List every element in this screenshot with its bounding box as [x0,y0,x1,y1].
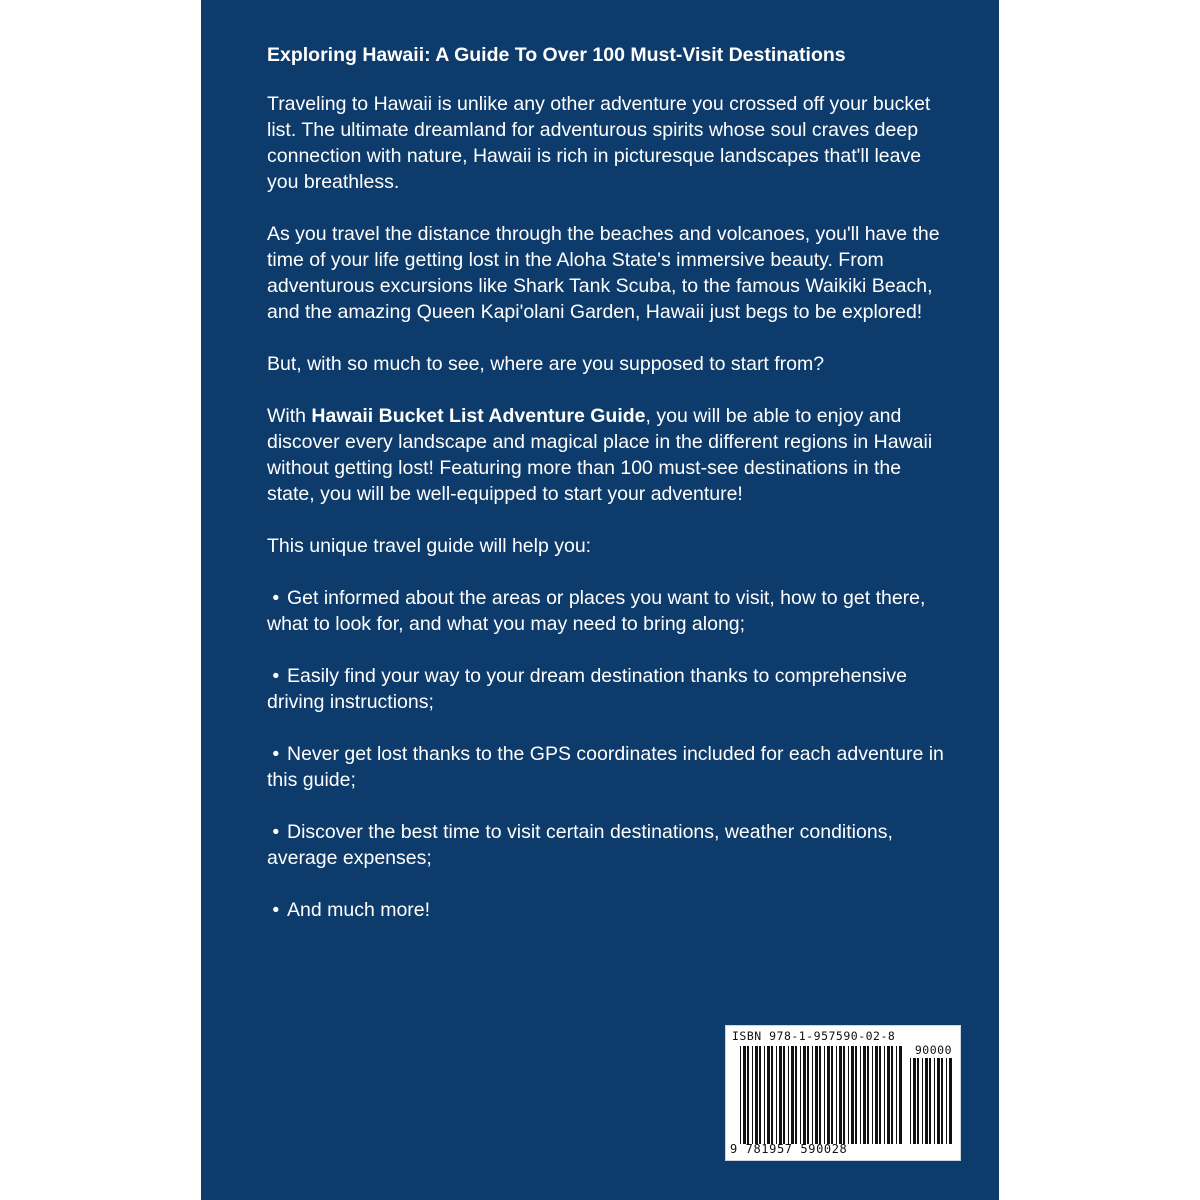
barcode-bar [917,1058,919,1144]
barcode-bar [875,1046,878,1144]
barcode-bar [836,1046,837,1144]
barcode-bar [899,1046,902,1144]
barcode-label [725,1025,961,1161]
price-addon: 90000 [914,1043,952,1057]
barcode-bar [795,1046,797,1144]
list-item: • Never get lost thanks to the GPS coordinates included for each adventure in this guide; [267,743,944,791]
barcode-bar [872,1046,873,1144]
barcode-bar [791,1046,794,1144]
barcode-bar [867,1046,869,1144]
barcode-bar [879,1046,881,1144]
barcode-bar [925,1058,928,1144]
barcode-bar [937,1058,940,1144]
barcode-bar [767,1046,770,1144]
barcode-bar [783,1046,785,1144]
barcode-bar [891,1046,893,1144]
bullet-icon: • [267,821,280,843]
barcode-bar [929,1058,931,1144]
barcode-bar [788,1046,789,1144]
barcode-bar [887,1046,890,1144]
barcode-bar [764,1046,765,1144]
barcode-bar [855,1046,857,1144]
barcode-bar [848,1046,849,1144]
barcode-bar [743,1046,746,1144]
barcode-bar [896,1046,897,1144]
guide-rest: , you will be able to enjoy and discover every landscape and magical place in the different regions in Hawaii without getting lost! Featuring more than 100 must-see destinations in the state, you will be well-equipped to start your adventure! [267,405,933,505]
beauty-paragraph: As you travel the distance through the beaches and volcanoes, you'll have the time of your life getting lost in the Aloha State's immersive beauty. From adventurous excursions like Shark Tank Scuba, to the famous Waikiki Beach, and the amazing Queen Kapi'olani Garden, Hawaii just begs to be explored! [267,223,940,323]
list-item: • And much more! [267,899,431,921]
barcode-bar [839,1046,842,1144]
barcode-bar [807,1046,809,1144]
barcode-bar [941,1058,943,1144]
barcode-bar [800,1046,801,1144]
list-item: • Easily find your way to your dream destination thanks to comprehensive driving instructions; [267,665,907,713]
list-item: • Get informed about the areas or places you want to visit, how to get there, what to look for, and what you may need to bring along; [267,587,926,635]
barcode-bar [910,1058,911,1144]
barcode-bar [771,1046,773,1144]
barcode-bar [815,1046,818,1144]
barcode-bar [779,1046,782,1144]
book-back-cover [201,0,999,1200]
barcode-bar [803,1046,806,1144]
barcode-bar [913,1058,916,1144]
guide-book-name: Hawaii Bucket List Adventure Guide [311,405,646,427]
barcode-bar [860,1046,861,1144]
barcode-bar [755,1046,758,1144]
guide-lead: With [267,405,312,427]
barcode-bar [819,1046,821,1144]
bullet-icon: • [267,665,280,687]
barcode-bar [946,1058,947,1144]
benefit-list [267,585,947,923]
bullet-icon: • [267,587,280,609]
barcode-bar [831,1046,833,1144]
guide-paragraph [267,403,947,507]
barcode-bar [747,1046,749,1144]
barcode-bar [759,1046,761,1144]
barcode-bar [752,1046,753,1144]
bullet-icon: • [267,743,280,765]
barcode-bar [812,1046,813,1144]
bullet-icon: • [267,899,280,921]
barcode-bar [740,1046,741,1144]
help-paragraph: This unique travel guide will help you: [267,535,592,557]
ean-number: 9 781957 590028 [730,1142,848,1156]
intro-paragraph: Traveling to Hawaii is unlike any other adventure you crossed off your bucket list. The ultimate dreamland for adventurous spirits whose soul craves deep connection with nature, Hawaii is rich in picturesque landscapes that'll leave you breathless. [267,93,931,193]
barcode-bar [949,1058,952,1144]
list-item: • Discover the best time to visit certain destinations, weather conditions, average expenses; [267,821,893,869]
barcode-bar [922,1058,923,1144]
barcode-bar [934,1058,935,1144]
barcode-bar [843,1046,845,1144]
cover-title: Exploring Hawaii: A Guide To Over 100 Must-Visit Destinations [267,44,846,66]
blurb-text [267,42,947,949]
barcode-bar [851,1046,854,1144]
barcode-bar [827,1046,830,1144]
barcode-bar [776,1046,777,1144]
question-paragraph: But, with so much to see, where are you supposed to start from? [267,353,825,375]
barcode-bar [863,1046,866,1144]
isbn-number: ISBN 978-1-957590-02-8 [732,1029,896,1043]
barcode-bar [884,1046,885,1144]
barcode-bar [824,1046,825,1144]
